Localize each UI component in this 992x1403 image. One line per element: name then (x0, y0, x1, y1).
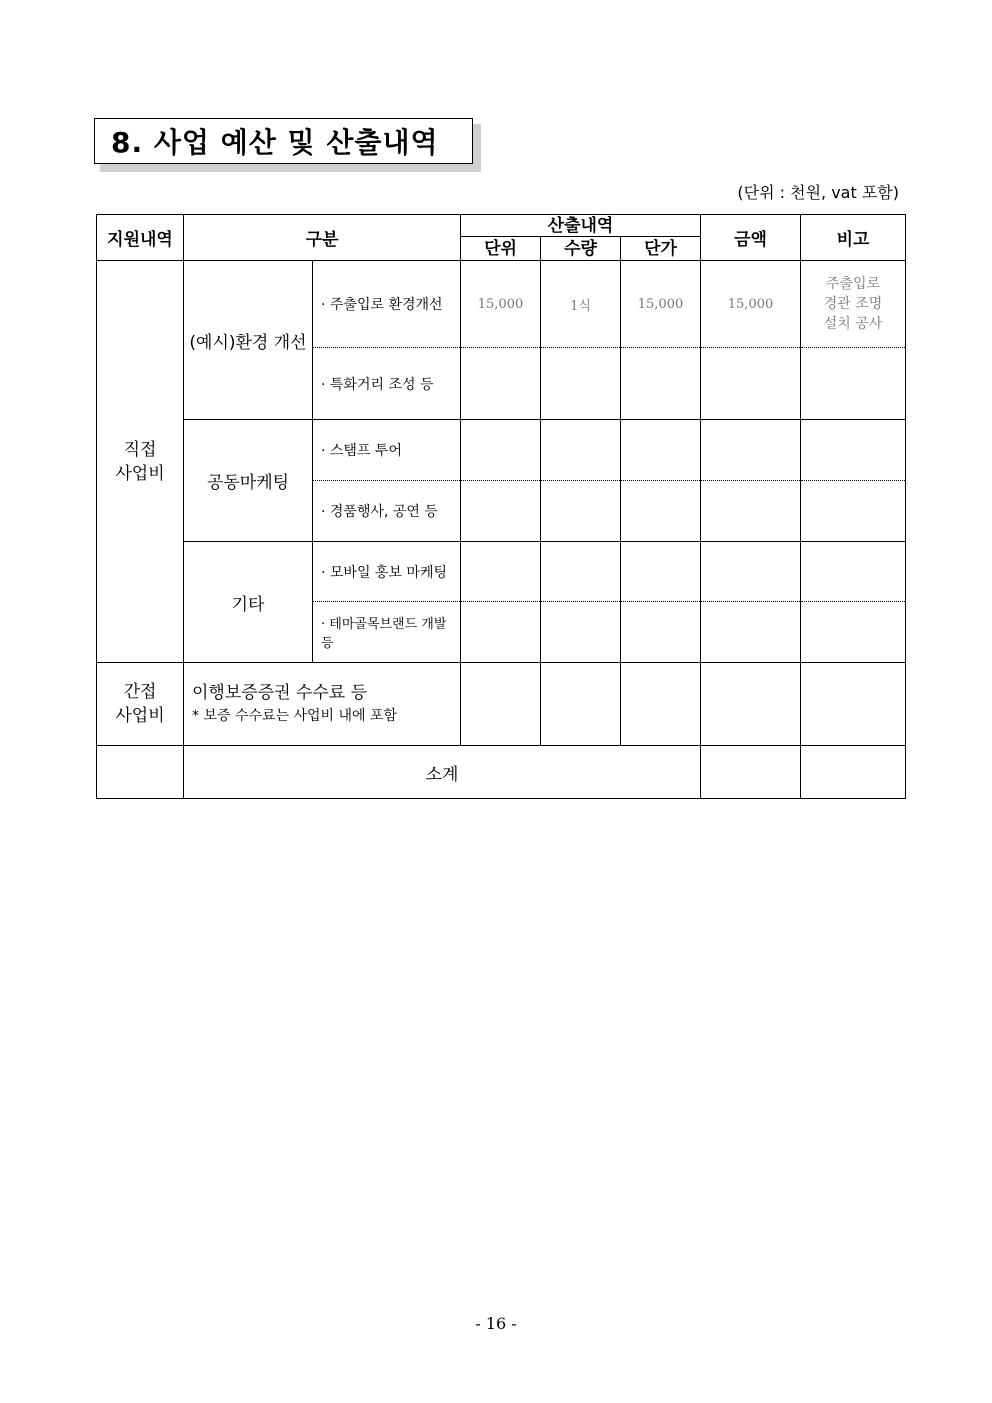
item-unit: 15,000 (461, 261, 541, 348)
indirect-text-line2: * 보증 수수료는 사업비 내에 포함 (192, 707, 398, 724)
item-unit (461, 481, 541, 542)
header-support: 지원내역 (97, 215, 184, 261)
indirect-label-line1: 간접 (123, 682, 157, 702)
remark-line3: 설치 공사 (823, 316, 883, 332)
direct-label-line2: 사업비 (115, 463, 165, 484)
item-price (621, 481, 701, 542)
remark-line2: 경관 조명 (823, 296, 883, 312)
item-qty: 1식 (541, 261, 621, 348)
item-price (621, 348, 701, 420)
item-qty (541, 420, 621, 481)
subtotal-amount (701, 746, 801, 799)
item-amount (701, 602, 801, 663)
indirect-unit (461, 663, 541, 746)
item-remark (801, 420, 906, 481)
item-label: · 주출입로 환경개선 (313, 261, 461, 348)
item-label: · 모바일 홍보 마케팅 (313, 542, 461, 602)
section-title (94, 118, 473, 164)
unit-note: (단위 : 천원, vat 포함) (737, 183, 899, 202)
section-title-text: 8. 사업 예산 및 산출내역 (111, 126, 439, 159)
subtotal-label: 소계 (184, 746, 701, 799)
item-qty (541, 542, 621, 602)
header-qty: 수량 (541, 237, 621, 261)
item-remark (801, 602, 906, 663)
header-remark: 비고 (801, 215, 906, 261)
item-price (621, 602, 701, 663)
group-name: 기타 (184, 542, 313, 663)
item-price (621, 542, 701, 602)
item-qty (541, 348, 621, 420)
direct-cost-label (97, 261, 184, 663)
remark-line1: 주출입로 (825, 276, 881, 292)
item-remark (801, 261, 906, 348)
header-price: 단가 (621, 237, 701, 261)
item-unit (461, 420, 541, 481)
item-unit (461, 348, 541, 420)
item-amount (701, 542, 801, 602)
indirect-description (184, 663, 461, 746)
item-label: · 테마골목브랜드 개발 등 (313, 602, 461, 663)
item-remark (801, 481, 906, 542)
item-amount: 15,000 (701, 261, 801, 348)
item-remark (801, 348, 906, 420)
indirect-remark (801, 663, 906, 746)
item-amount (701, 348, 801, 420)
indirect-cost-label (97, 663, 184, 746)
group-name: (예시)환경 개선 (184, 261, 313, 420)
item-amount (701, 481, 801, 542)
item-qty (541, 481, 621, 542)
item-remark (801, 542, 906, 602)
header-calc: 산출내역 (461, 215, 701, 237)
header-amount: 금액 (701, 215, 801, 261)
indirect-text-line1: 이행보증증권 수수료 등 (192, 682, 368, 703)
item-unit (461, 542, 541, 602)
indirect-amount (701, 663, 801, 746)
item-price (621, 420, 701, 481)
item-price: 15,000 (621, 261, 701, 348)
item-label: · 특화거리 조성 등 (313, 348, 461, 420)
indirect-label-line2: 사업비 (115, 706, 165, 726)
header-unit: 단위 (461, 237, 541, 261)
page-number: - 16 - (475, 1314, 517, 1333)
budget-table (96, 214, 906, 799)
indirect-qty (541, 663, 621, 746)
header-category: 구분 (184, 215, 461, 261)
direct-label-line1: 직접 (123, 439, 157, 460)
subtotal-blank (97, 746, 184, 799)
subtotal-remark (801, 746, 906, 799)
indirect-price (621, 663, 701, 746)
item-qty (541, 602, 621, 663)
item-unit (461, 602, 541, 663)
item-amount (701, 420, 801, 481)
item-label: · 스탬프 투어 (313, 420, 461, 481)
item-label: · 경품행사, 공연 등 (313, 481, 461, 542)
group-name: 공동마케팅 (184, 420, 313, 542)
